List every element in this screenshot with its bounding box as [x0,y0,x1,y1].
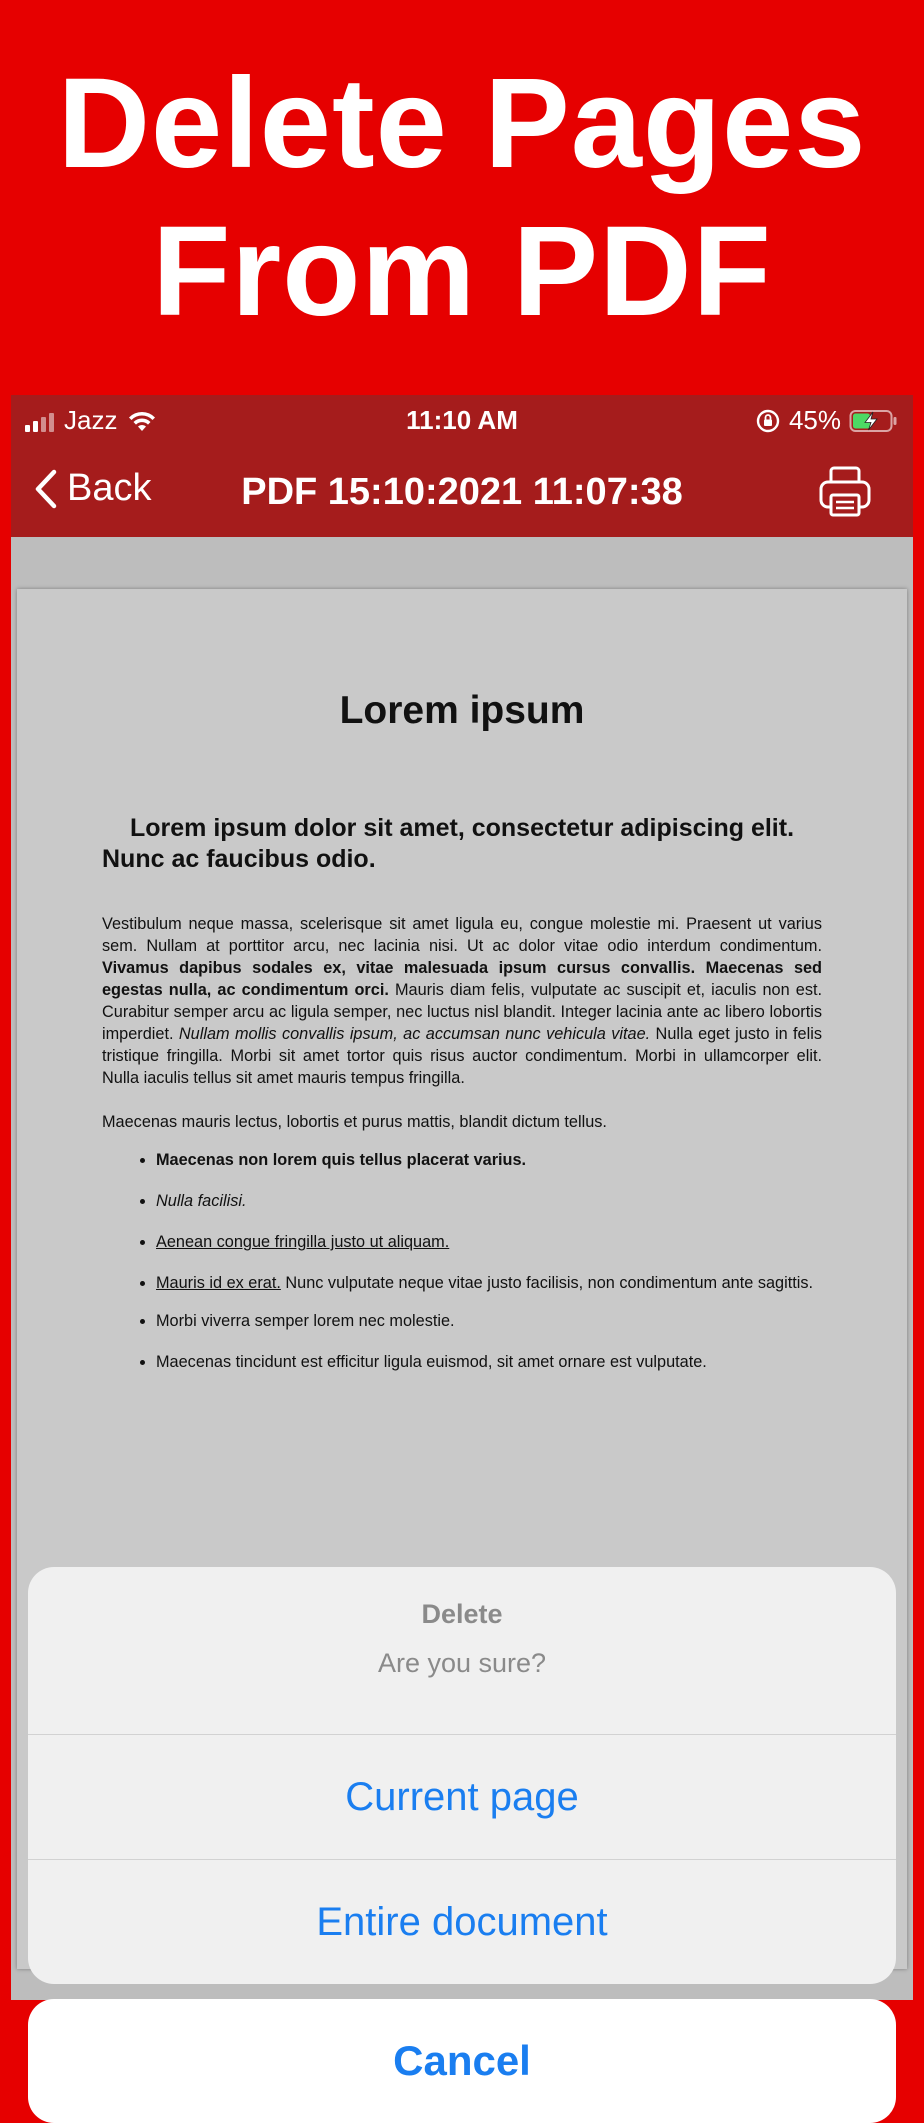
printer-icon[interactable] [817,463,873,519]
action-sheet-message: Are you sure? [377,1648,547,1678]
promo-headline [58,50,867,346]
battery-charging-icon [849,409,899,433]
orientation-lock-icon [755,408,781,434]
bullet-5-text: Morbi viverra semper lorem nec molestie. [156,1312,455,1330]
status-time: 11:10 AM [406,405,518,435]
doc-paragraph-2: Maecenas mauris lectus, lobortis et purus mattis, blandit dictum tellus. [102,1113,607,1131]
bullet-1-text: Maecenas non lorem quis tellus placerat varius. [156,1151,527,1169]
delete-current-page-button[interactable]: Current page [345,1775,579,1819]
navigation-bar [11,445,913,537]
carrier-name: Jazz [64,405,118,435]
bullet-3-text: Aenean congue fringilla justo ut aliquam. [156,1233,450,1251]
action-sheet-header [28,1567,896,1735]
doc-subheading: Lorem ipsum dolor sit amet, consectetur adipiscing elit. Nunc ac faucibus odio. [102,814,795,873]
doc-p1-text-c: Nulla eget justo in felis tristique fringilla. Morbi sit amet tortor quis risus auctor condimentum. Morbi in ullamcorper elit. Nulla iaculis tellus sit amet mauris tempus fringilla. [102,1025,822,1087]
doc-p1-text-b: Mauris diam felis, vulputate ac suscipit et, iaculis non est. Curabitur semper arcu ac ligula semper, nec luctus nisl blandit. Integer lacinia ante ac libero lobortis imperdiet. [102,981,823,1043]
status-bar [11,395,913,445]
delete-action-sheet [28,1567,896,1984]
back-label: Back [67,467,152,509]
delete-entire-document-button[interactable]: Entire document [28,1859,896,1984]
bullet-6-text: Maecenas tincidunt est efficitur ligula euismod, sit amet ornare est vulputate. [156,1353,707,1371]
status-right [755,405,899,436]
doc-p1-text-a: Vestibulum neque massa, scelerisque sit amet ligula eu, congue molestie mi. Praesent ut varius sem. Nullam at porttitor arcu, nec lacinia nisi. Ut ac dolor vitae odio interdum condimentum. [102,915,822,955]
doc-bullet-list [102,1149,822,1392]
bullet-4-underlined: Mauris id ex erat. [156,1274,281,1292]
doc-p1-italic: Nullam mollis convallis ipsum, ac accumsan nunc vehicula vitae. [178,1025,651,1043]
promo-line-2: From PDF [152,199,772,343]
doc-paragraph-1 [102,913,822,1089]
list-item [156,1149,822,1171]
bullet-2-text: Nulla facilisi. [156,1192,247,1210]
doc-p1-bold: Vivamus dapibus sodales ex, vitae malesuada ipsum cursus convallis. Maecenas sed egestas nulla, ac condimentum orci. [102,959,822,999]
pdf-viewer[interactable] [11,537,913,2084]
document-title: PDF 15:10:2021 11:07:38 [241,471,683,513]
doc-heading: Lorem ipsum [339,689,585,732]
list-item [156,1272,822,1294]
phone-screen [11,395,913,2084]
bullet-4-text: Nunc vulputate neque vitae justo facilisis, non condimentum ante sagittis. [280,1274,814,1292]
action-sheet-title: Delete [421,1599,503,1629]
list-item [156,1231,822,1253]
promo-banner [0,0,924,395]
battery-percent: 45% [788,405,841,435]
cancel-button[interactable]: Cancel [28,1999,896,2123]
list-item [156,1310,822,1332]
list-item [156,1190,822,1212]
list-item [156,1351,822,1373]
promo-line-1: Delete Pages [57,51,867,195]
